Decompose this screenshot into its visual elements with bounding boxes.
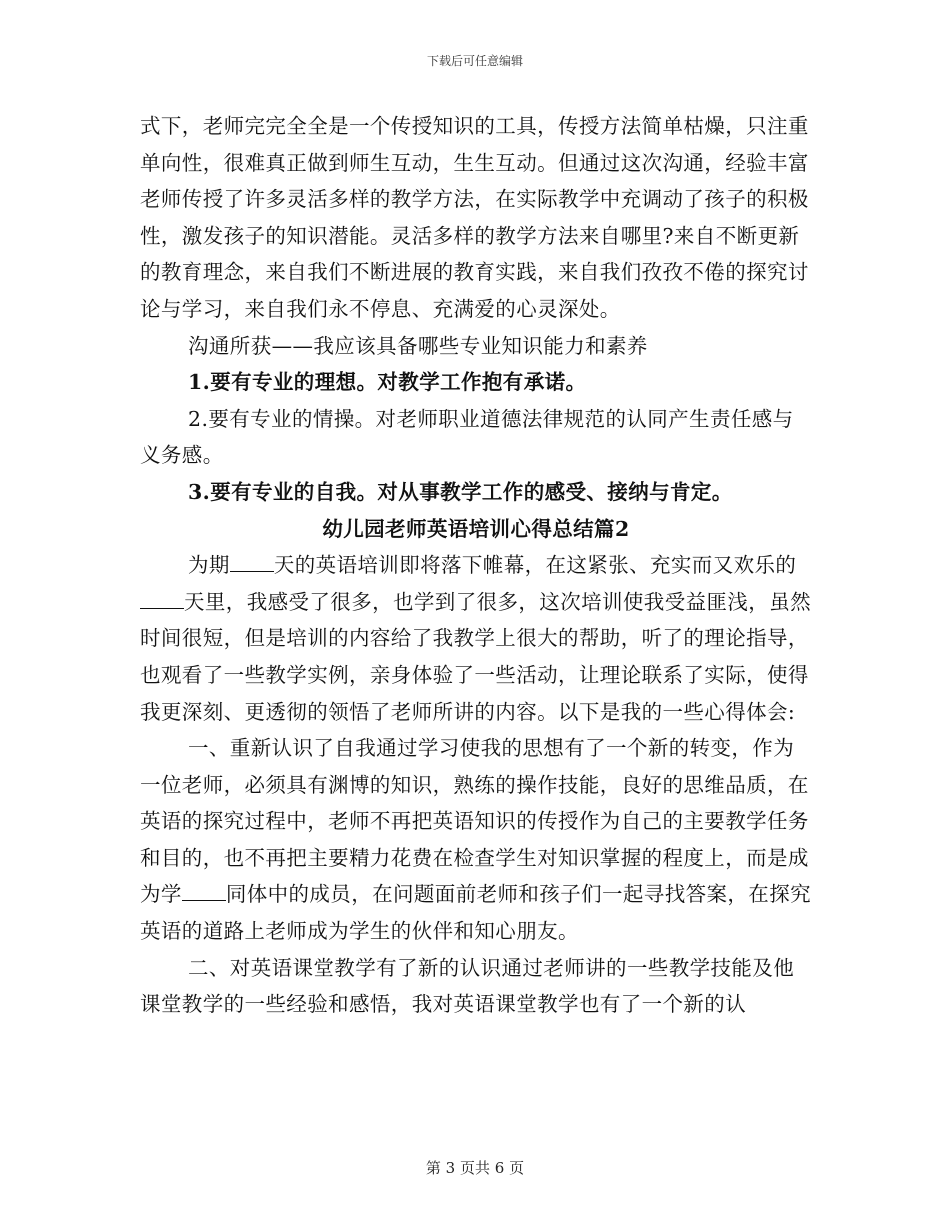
paragraph: 二、对英语课堂教学有了新的认识通过老师讲的一些教学技能及他课堂教学的一些经验和感悟，我对英语课堂教学也有了一个新的认 xyxy=(140,955,795,1017)
list-item: 2.要有专业的情操。对老师职业道德法律规范的认同产生责任感与义务感。 xyxy=(140,406,794,468)
text-run: 为期 xyxy=(188,553,230,578)
section-heading: 沟通所获——我应该具备哪些专业知识能力和素养 xyxy=(188,333,648,358)
document-body xyxy=(140,108,812,1023)
text-run: 一、重新认识了自我通过学习使我的思想有了一个新的转变，作为一位老师，必须具有渊博的知识，熟练的操作技能，良好的思维品质，在英语的探究过程中，老师不再把英语知识的传授作为自己的主要教学任务和目的，也不再把主要精力花费在检查学生对知识掌握的程度上，而是成为学 xyxy=(140,736,809,907)
article-title: 幼儿园老师英语培训心得总结篇2 xyxy=(322,516,630,541)
text-run: 同体中的成员，在问题面前老师和孩子们一起寻找答案，在探究英语的道路上老师成为学生的伙伴和知心朋友。 xyxy=(140,882,812,944)
fill-in-blank xyxy=(182,884,226,901)
page-footer: 第 3 页共 6 页 xyxy=(425,1159,525,1177)
fill-in-blank xyxy=(230,555,274,572)
fill-in-blank xyxy=(140,592,184,609)
paragraph: 式下，老师完完全全是一个传授知识的工具，传授方法简单枯燥，只注重单向性，很难真正做到师生互动，生生互动。但通过这次沟通，经验丰富老师传授了许多灵活多样的教学方法，在实际教学中充调动了孩子的积极性，激发孩子的知识潜能。灵活多样的教学方法来自哪里?来自不断更新的教育理念，来自我们不断进展的教育实践，来自我们孜孜不倦的探究讨论与学习，来自我们永不停息、充满爱的心灵深处。 xyxy=(140,114,809,321)
page-header: 下载后可任意编辑 xyxy=(426,54,523,68)
paragraph xyxy=(140,730,812,950)
list-item: 1.要有专业的理想。对教学工作抱有承诺。 xyxy=(188,370,587,395)
text-run: 天里，我感受了很多，也学到了很多，这次培训使我受益匪浅，虽然时间很短，但是培训的内容给了我教学上很大的帮助，听了的理论指导，也观看了一些教学实例，亲身体验了一些活动，让理论联系了实际，使得我更深刻、更透彻的领悟了老师所讲的内容。以下是我的一些心得体会: xyxy=(140,589,811,724)
list-item: 3.要有专业的自我。对从事教学工作的感受、接纳与肯定。 xyxy=(188,479,733,504)
text-run: 天的英语培训即将落下帷幕，在这紧张、充实而又欢乐的 xyxy=(273,553,797,578)
paragraph xyxy=(140,547,812,730)
